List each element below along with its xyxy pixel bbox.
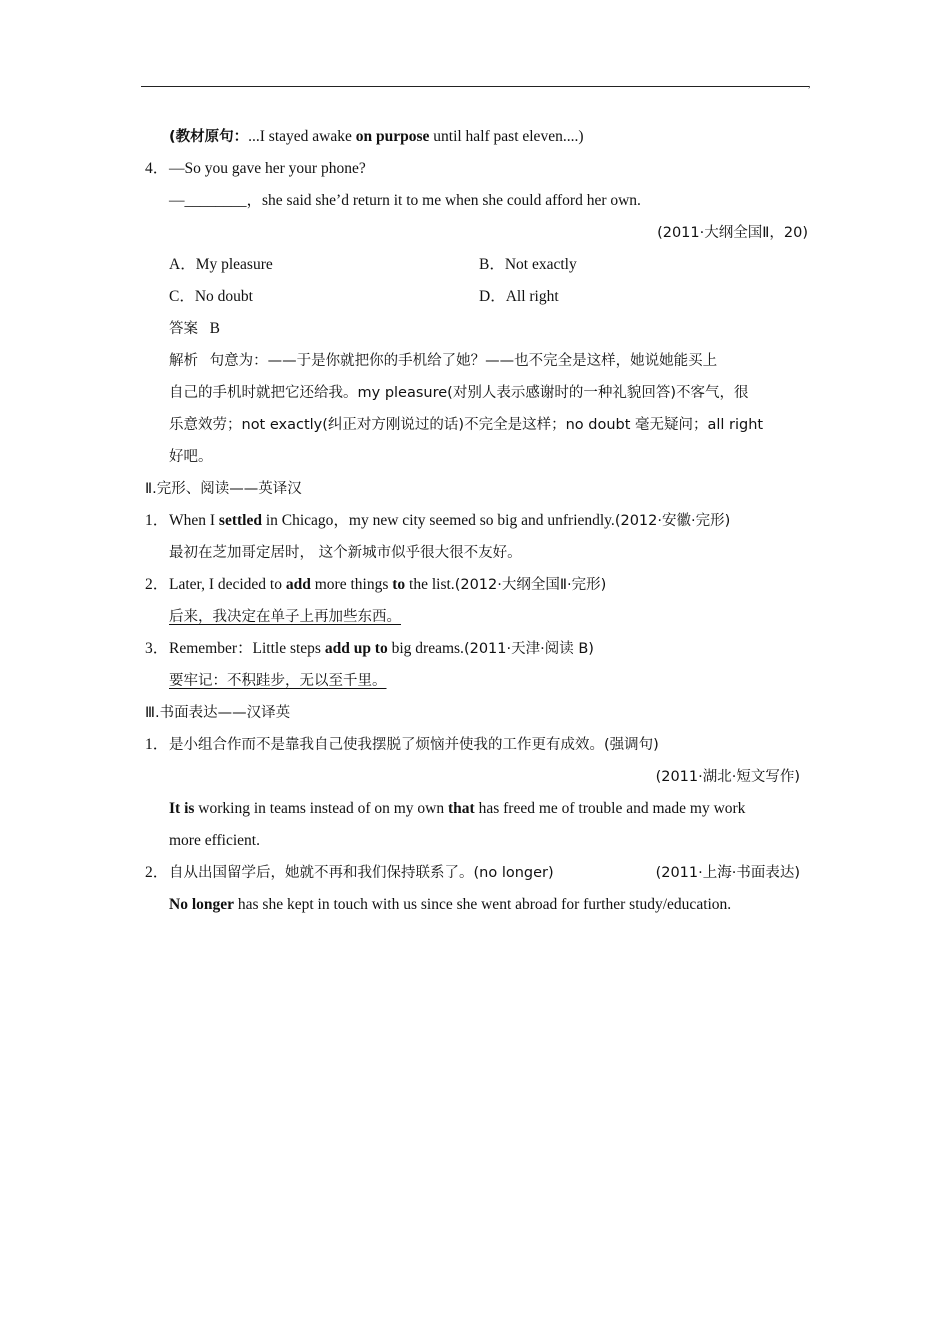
s2-item3-translation: 要牢记：不积跬步，无以至千里。: [169, 673, 387, 689]
s3-item1-chinese: 1．是小组合作而不是靠我自己使我摆脱了烦恼并使我的工作更有成效。(强调句): [145, 736, 659, 753]
s3-item1-answer: It is working in teams instead of on my own that has freed me of trouble and made my work: [169, 800, 746, 817]
s2-item1-translation: 最初在芝加哥定居时， 这个新城市似乎很大很不友好。: [169, 545, 522, 561]
q4-option-d: D．All right: [479, 288, 559, 305]
textbook-note: (教材原句：...I stayed awake on purpose until half past eleven....): [169, 128, 584, 145]
s3-item2-answer: No longer has she kept in touch with us since she went abroad for further study/education.: [169, 896, 732, 913]
q4-line1: 4．—So you gave her your phone?: [145, 160, 366, 177]
q4-option-b: B．Not exactly: [479, 256, 577, 273]
header-mark: ,: [808, 79, 811, 90]
s3-item2-source: (2011·上海·书面表达): [655, 865, 800, 881]
s2-item2: 2．Later, I decided to add more things to the list.(2012·大纲全国Ⅱ·完形): [145, 576, 607, 593]
q4-option-c: C．No doubt: [169, 288, 253, 305]
s3-item1-answer-line2: more efficient.: [169, 832, 260, 849]
s3-item2-chinese: 2．自从出国留学后，她就不再和我们保持联系了。(no longer): [145, 864, 554, 881]
q4-source: (2011·大纲全国Ⅱ，20): [657, 225, 808, 241]
q4-analysis-line-3: 乐意效劳；not exactly(纠正对方刚说过的话)不完全是这样；no doubt 毫无疑问；all right: [169, 417, 764, 433]
header-rule: [141, 86, 809, 87]
s2-item1: 1．When I settled in Chicago，my new city seemed so big and unfriendly.(2012·安徽·完形): [145, 512, 731, 529]
q4-line2: —________，she said she’d return it to me when she could afford her own.: [169, 192, 641, 209]
q4-analysis-line-2: 自己的手机时就把它还给我。my pleasure(对别人表示感谢时的一种礼貌回答)不客气，很: [169, 385, 749, 401]
section3-title: Ⅲ.书面表达——汉译英: [145, 705, 291, 721]
q4-option-a: A．My pleasure: [169, 256, 273, 273]
s2-item3: 3．Remember：Little steps add up to big dreams.(2011·天津·阅读 B): [145, 640, 594, 657]
q4-analysis-line-1: 解析 句意为：——于是你就把你的手机给了她？——也不完全是这样，她说她能买上: [169, 353, 718, 369]
section2-title: Ⅱ.完形、阅读——英译汉: [145, 481, 302, 497]
s2-item2-translation: 后来，我决定在单子上再加些东西。: [169, 609, 401, 625]
s3-item1-source: (2011·湖北·短文写作): [655, 769, 800, 785]
q4-answer: 答案 B: [169, 320, 220, 337]
q4-analysis-line-4: 好吧。: [169, 449, 213, 465]
